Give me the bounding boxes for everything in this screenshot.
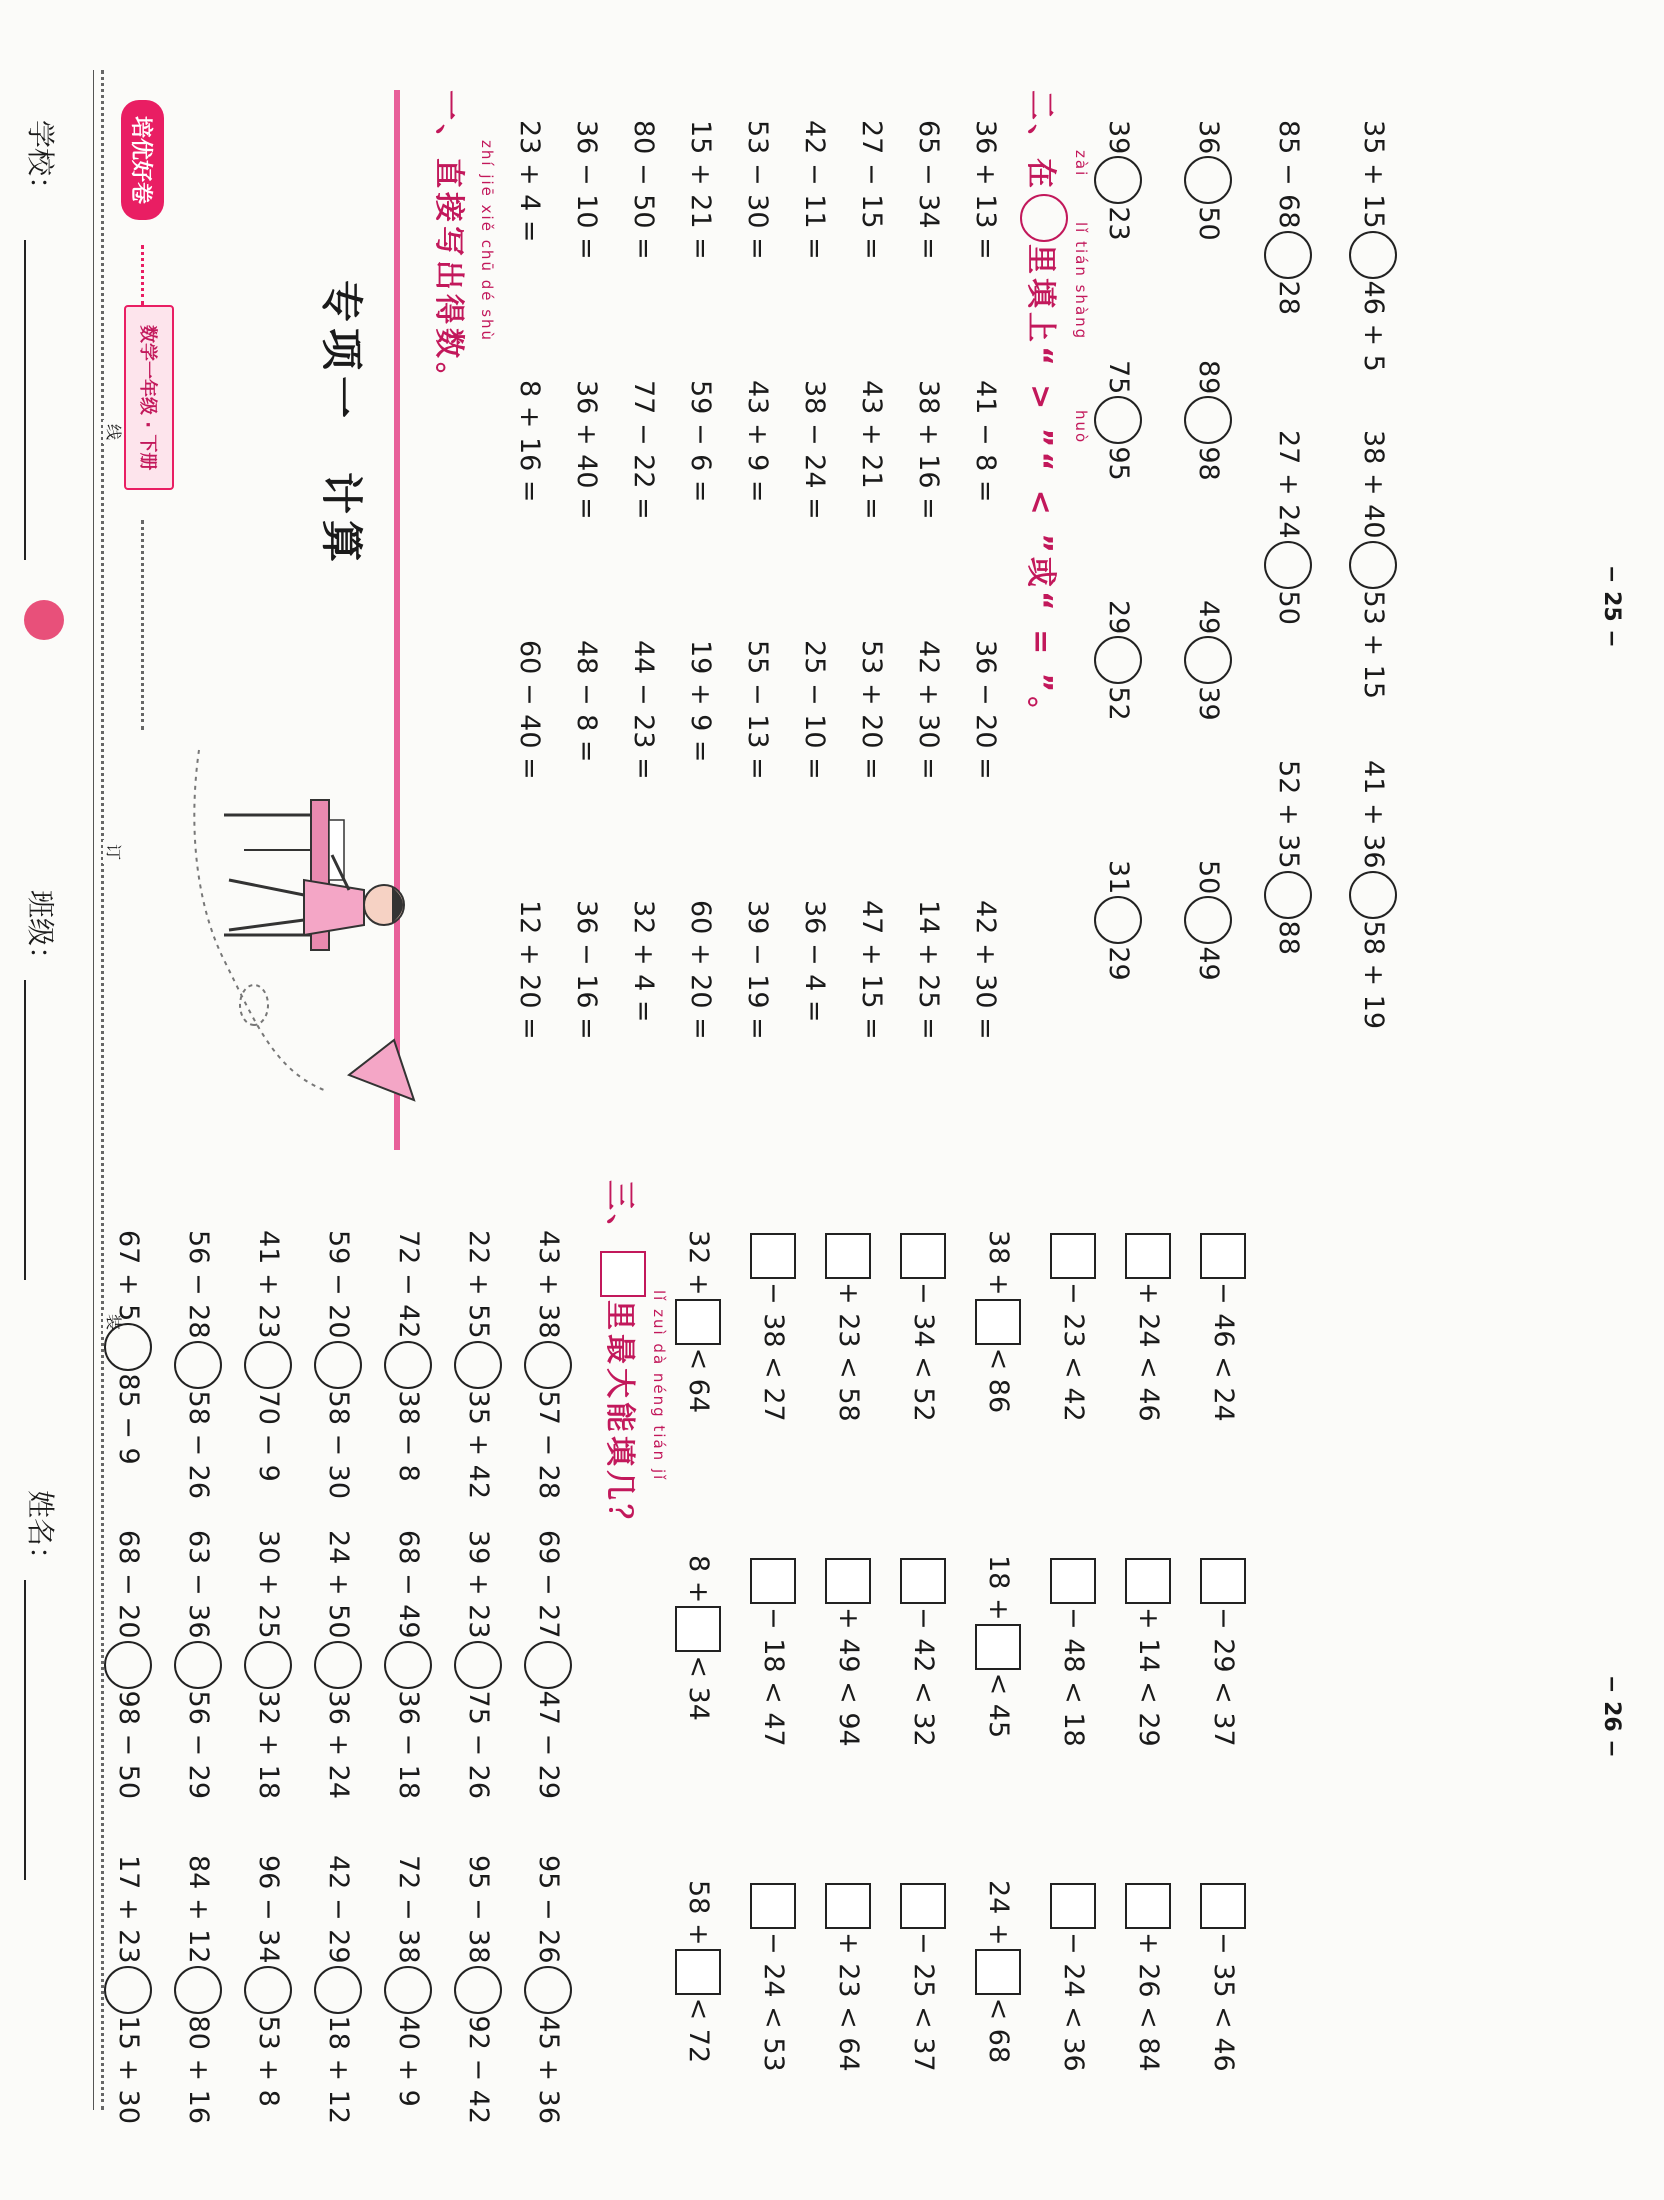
comparison-item <box>1092 600 1144 721</box>
compare-right: 23 <box>1103 206 1134 241</box>
compare-left: 39 + 23 <box>463 1530 494 1639</box>
calc-problem: 43 + 9 = <box>742 380 773 503</box>
fill-right: − 29 < 37 <box>1208 1607 1239 1747</box>
series-badge: 培优好卷 <box>121 100 164 220</box>
compare-right: 46 + 5 <box>1358 280 1389 372</box>
compare-left: 31 <box>1103 860 1134 895</box>
compare-right: 18 + 12 <box>323 2015 354 2125</box>
compare-left: 30 + 25 <box>253 1530 284 1639</box>
compare-right: 28 <box>1273 280 1304 315</box>
compare-right: 53 + 15 <box>1358 590 1389 700</box>
comparison-item <box>452 1230 504 1499</box>
answer-circle[interactable] <box>1184 156 1232 204</box>
answer-box[interactable] <box>825 1233 871 1279</box>
answer-box[interactable] <box>1050 1233 1096 1279</box>
compare-left: 27 + 24 <box>1273 430 1304 539</box>
fill-right: − 24 < 53 <box>758 1932 789 2072</box>
calc-problem: 42 − 11 = <box>799 120 830 260</box>
fill-in-item <box>1197 1230 1249 1422</box>
answer-circle[interactable] <box>1094 636 1142 684</box>
fill-in-item <box>822 1880 874 2072</box>
fill-in-item <box>822 1230 874 1422</box>
compare-right: 58 − 26 <box>183 1390 214 1500</box>
fill-right: + 14 < 29 <box>1133 1607 1164 1747</box>
page-number-right: − 26 − <box>1599 1675 1624 1758</box>
calc-problem: 65 − 34 = <box>913 120 944 260</box>
answer-circle[interactable] <box>1184 896 1232 944</box>
class-label: 班级： <box>24 890 57 975</box>
fill-in-item <box>1122 1230 1174 1422</box>
compare-left: 43 + 38 <box>533 1230 564 1339</box>
fill-in-item <box>1047 1230 1099 1422</box>
comparison-item <box>102 1230 154 1465</box>
calc-problem: 47 + 15 = <box>856 900 887 1040</box>
compare-left: 22 + 55 <box>463 1230 494 1339</box>
answer-box[interactable] <box>1050 1883 1096 1929</box>
comparison-item <box>1182 120 1234 241</box>
comparison-item <box>1092 360 1144 481</box>
compare-left: 69 − 27 <box>533 1530 564 1639</box>
answer-circle[interactable] <box>314 1966 362 2014</box>
calc-problem: 48 − 8 = <box>571 640 602 763</box>
binding-line-solid <box>93 70 94 2110</box>
fill-in-item <box>1197 1880 1249 2072</box>
compare-right: 45 + 36 <box>533 2015 564 2125</box>
comparison-item <box>522 1230 574 1499</box>
compare-right: 47 − 29 <box>533 1690 564 1800</box>
answer-box[interactable] <box>1200 1233 1246 1279</box>
answer-box[interactable] <box>750 1558 796 1604</box>
compare-left: 67 + 5 <box>113 1230 144 1322</box>
compare-left: 29 <box>1103 600 1134 635</box>
section-1-heading <box>430 90 474 396</box>
compare-left: 59 − 20 <box>323 1230 354 1339</box>
answer-circle[interactable] <box>454 1966 502 2014</box>
answer-circle[interactable] <box>384 1341 432 1389</box>
section-2-title-a: 里填上 <box>1023 244 1058 346</box>
section-3-heading <box>600 1180 646 1538</box>
comparison-item <box>1092 860 1144 981</box>
compare-left: 89 <box>1193 360 1224 395</box>
answer-circle[interactable] <box>314 1341 362 1389</box>
answer-circle[interactable] <box>314 1641 362 1689</box>
answer-box[interactable] <box>750 1233 796 1279</box>
calc-problem: 25 − 10 = <box>799 640 830 780</box>
compare-left: 42 − 29 <box>323 1855 354 1964</box>
calc-problem: 42 + 30 = <box>913 640 944 780</box>
answer-circle[interactable] <box>1264 231 1312 279</box>
calc-problem: 12 + 20 = <box>514 900 545 1040</box>
answer-circle[interactable] <box>1264 871 1312 919</box>
calc-problem: 60 − 40 = <box>514 640 545 780</box>
answer-box[interactable] <box>675 1949 721 1995</box>
fill-in-item <box>1122 1555 1174 1747</box>
compare-right: 52 <box>1103 686 1134 721</box>
section-2-heading <box>1020 90 1068 730</box>
calc-problem: 36 − 16 = <box>571 900 602 1040</box>
fill-in-item <box>672 1555 724 1721</box>
fill-left: 38 + <box>983 1230 1014 1296</box>
answer-box[interactable] <box>1050 1558 1096 1604</box>
fill-in-item <box>672 1880 724 2063</box>
section-3-pinyin: lǐ zuì dà néng tián jǐ <box>650 1290 668 1482</box>
compare-left: 52 + 35 <box>1273 760 1304 869</box>
calc-problem: 36 − 20 = <box>970 640 1001 780</box>
answer-box[interactable] <box>1200 1558 1246 1604</box>
fill-right: − 48 < 18 <box>1058 1607 1089 1747</box>
compare-right: 80 + 16 <box>183 2015 214 2125</box>
answer-circle[interactable] <box>454 1341 502 1389</box>
comparison-item <box>242 1855 294 2107</box>
answer-box[interactable] <box>1125 1883 1171 1929</box>
fill-right: − 34 < 52 <box>908 1282 939 1422</box>
school-field[interactable] <box>24 240 26 560</box>
fill-in-item <box>747 1555 799 1747</box>
answer-circle[interactable] <box>1264 541 1312 589</box>
compare-left: 84 + 12 <box>183 1855 214 1964</box>
binding-mark-ding: 订 <box>103 840 126 864</box>
fill-right: < 86 <box>983 1347 1014 1414</box>
compare-left: 95 − 26 <box>533 1855 564 1964</box>
binding-line <box>101 70 104 2110</box>
answer-box[interactable] <box>825 1558 871 1604</box>
fill-in-item <box>747 1880 799 2072</box>
answer-box[interactable] <box>900 1883 946 1929</box>
badge-dots <box>141 245 144 305</box>
comparison-item <box>1262 430 1314 625</box>
calc-problem: 14 + 25 = <box>913 900 944 1040</box>
answer-circle[interactable] <box>1349 541 1397 589</box>
fill-right: − 42 < 32 <box>908 1607 939 1747</box>
section-2-prefix: 二、在 <box>1023 90 1058 192</box>
compare-left: 95 − 38 <box>463 1855 494 1964</box>
comparison-item <box>1092 120 1144 241</box>
comparison-item <box>242 1530 294 1799</box>
section-2-pinyin-b: lǐ tián shàng <box>1072 222 1090 341</box>
compare-right: 70 − 9 <box>253 1390 284 1482</box>
calc-problem: 32 + 4 = <box>628 900 659 1023</box>
calc-problem: 36 − 4 = <box>799 900 830 1023</box>
compare-left: 75 <box>1103 360 1134 395</box>
calc-problem: 80 − 50 = <box>628 120 659 260</box>
calc-problem: 39 − 19 = <box>742 900 773 1040</box>
fill-left: 32 + <box>683 1230 714 1296</box>
section-2-title-b: “ > ”“ < ”或“ = ”。 <box>1023 346 1058 731</box>
answer-circle[interactable] <box>524 1966 572 2014</box>
fill-in-item <box>972 1880 1024 2063</box>
unit-title: 专项一 计算 <box>317 280 366 569</box>
calc-problem: 36 + 13 = <box>970 120 1001 260</box>
comparison-item <box>1347 430 1399 699</box>
compare-right: 40 + 9 <box>393 2015 424 2107</box>
compare-left: 50 <box>1193 860 1224 895</box>
comparison-item <box>102 1855 154 2124</box>
fill-right: + 23 < 58 <box>833 1282 864 1422</box>
fill-in-item <box>972 1230 1024 1413</box>
answer-circle[interactable] <box>1349 871 1397 919</box>
calc-problem: 42 + 30 = <box>970 900 1001 1040</box>
fill-in-item <box>1122 1880 1174 2072</box>
answer-box[interactable] <box>750 1883 796 1929</box>
compare-right: 56 − 29 <box>183 1690 214 1800</box>
answer-circle[interactable] <box>1184 636 1232 684</box>
fill-in-item <box>897 1880 949 2072</box>
compare-right: 50 <box>1193 206 1224 241</box>
compare-left: 63 − 36 <box>183 1530 214 1639</box>
fill-right: − 46 < 24 <box>1208 1282 1239 1422</box>
answer-circle[interactable] <box>1184 396 1232 444</box>
fill-in-item <box>747 1230 799 1422</box>
compare-left: 56 − 28 <box>183 1230 214 1339</box>
fill-right: < 68 <box>983 1997 1014 2064</box>
school-label: 学校： <box>24 120 57 205</box>
compare-right: 95 <box>1103 446 1134 481</box>
section-1-pinyin: zhí jiē xiě chū dé shù <box>478 140 496 343</box>
comparison-item <box>382 1855 434 2107</box>
section-2-pinyin-a: zài <box>1072 150 1090 178</box>
comparison-item <box>522 1855 574 2124</box>
fill-right: − 18 < 47 <box>758 1607 789 1747</box>
comparison-item <box>1347 760 1399 1029</box>
calc-problem: 53 + 20 = <box>856 640 887 780</box>
answer-box[interactable] <box>975 1624 1021 1670</box>
fill-right: − 24 < 36 <box>1058 1932 1089 2072</box>
compare-right: 50 <box>1273 590 1304 625</box>
compare-right: 32 + 18 <box>253 1690 284 1800</box>
calc-problem: 23 + 4 = <box>514 120 545 243</box>
fill-right: + 26 < 84 <box>1133 1932 1164 2072</box>
calc-problem: 15 + 21 = <box>685 120 716 260</box>
tag-dots <box>141 520 144 730</box>
answer-circle[interactable] <box>524 1641 572 1689</box>
answer-box[interactable] <box>900 1233 946 1279</box>
section-1-prefix: 一、 <box>431 90 466 158</box>
compare-right: 39 <box>1193 686 1224 721</box>
calc-problem: 77 − 22 = <box>628 380 659 520</box>
compare-right: 58 + 19 <box>1358 920 1389 1030</box>
comparison-item <box>172 1230 224 1499</box>
answer-box[interactable] <box>1200 1883 1246 1929</box>
binding-mark-xian: 线 <box>103 420 126 444</box>
comparison-item <box>312 1230 364 1499</box>
compare-left: 36 <box>1193 120 1224 155</box>
compare-left: 85 − 68 <box>1273 120 1304 229</box>
comparison-item <box>1347 120 1399 372</box>
answer-box[interactable] <box>675 1299 721 1345</box>
fill-left: 24 + <box>983 1880 1014 1946</box>
compare-right: 29 <box>1103 946 1134 981</box>
answer-circle[interactable] <box>174 1641 222 1689</box>
comparison-item <box>312 1530 364 1799</box>
compare-right: 35 + 42 <box>463 1390 494 1500</box>
section-1-title: 直接写出得数。 <box>431 158 466 396</box>
comparison-item <box>1262 760 1314 955</box>
calc-problem: 41 − 8 = <box>970 380 1001 503</box>
calc-problem: 27 − 15 = <box>856 120 887 260</box>
answer-circle[interactable] <box>1094 156 1142 204</box>
answer-circle[interactable] <box>244 1966 292 2014</box>
compare-right: 92 − 42 <box>463 2015 494 2125</box>
comparison-item <box>452 1530 504 1799</box>
fill-right: < 34 <box>683 1655 714 1721</box>
fill-in-item <box>1047 1880 1099 2072</box>
fill-left: 8 + <box>683 1555 714 1604</box>
fill-right: − 38 < 27 <box>758 1282 789 1422</box>
comparison-item <box>1182 360 1234 481</box>
compare-right: 75 − 26 <box>463 1690 494 1800</box>
calc-problem: 38 + 16 = <box>913 380 944 520</box>
compare-left: 96 − 34 <box>253 1855 284 1964</box>
compare-left: 41 + 36 <box>1358 760 1389 869</box>
fill-in-item <box>897 1230 949 1422</box>
answer-box[interactable] <box>675 1606 721 1652</box>
compare-left: 72 − 42 <box>393 1230 424 1339</box>
compare-right: 98 − 50 <box>113 1690 144 1800</box>
fill-in-item <box>822 1555 874 1747</box>
answer-circle[interactable] <box>454 1641 502 1689</box>
comparison-item <box>1182 860 1234 981</box>
answer-circle[interactable] <box>174 1341 222 1389</box>
answer-circle[interactable] <box>104 1966 152 2014</box>
fill-right: + 24 < 46 <box>1133 1282 1164 1422</box>
compare-right: 53 + 8 <box>253 2015 284 2107</box>
comparison-item <box>172 1855 224 2124</box>
answer-circle[interactable] <box>1094 896 1142 944</box>
calc-problem: 43 + 21 = <box>856 380 887 520</box>
page-number-left: − 25 − <box>1599 565 1624 648</box>
example-circle <box>1020 194 1068 242</box>
compare-left: 17 + 23 <box>113 1855 144 1964</box>
comparison-item <box>522 1530 574 1799</box>
answer-circle[interactable] <box>384 1641 432 1689</box>
compare-right: 85 − 9 <box>113 1373 144 1465</box>
calc-problem: 55 − 13 = <box>742 640 773 780</box>
calc-problem: 38 − 24 = <box>799 380 830 520</box>
compare-right: 88 <box>1273 920 1304 955</box>
header-bar <box>0 0 84 2200</box>
calc-problem: 60 + 20 = <box>685 900 716 1040</box>
compare-right: 49 <box>1193 946 1224 981</box>
comparison-item <box>1182 600 1234 721</box>
fill-left: 18 + <box>983 1555 1014 1621</box>
answer-box[interactable] <box>975 1299 1021 1345</box>
section-2-pinyin-c: huò <box>1072 410 1090 445</box>
answer-circle[interactable] <box>524 1341 572 1389</box>
compare-left: 39 <box>1103 120 1134 155</box>
compare-left: 41 + 23 <box>253 1230 284 1339</box>
fill-in-item <box>672 1230 724 1413</box>
pink-dot <box>24 600 64 640</box>
comparison-item <box>312 1855 364 2124</box>
answer-circle[interactable] <box>1349 231 1397 279</box>
section-3-title: 里最大能填几？ <box>602 1300 637 1538</box>
compare-left: 35 + 15 <box>1358 120 1389 229</box>
fill-right: − 23 < 42 <box>1058 1282 1089 1422</box>
name-field[interactable] <box>24 1580 26 1880</box>
answer-circle[interactable] <box>244 1641 292 1689</box>
comparison-item <box>242 1230 294 1482</box>
compare-left: 68 − 49 <box>393 1530 424 1639</box>
compare-right: 36 + 24 <box>323 1690 354 1800</box>
fill-right: − 25 < 37 <box>908 1932 939 2072</box>
student-at-desk-illustration <box>184 740 424 1120</box>
calc-problem: 44 − 23 = <box>628 640 659 780</box>
fill-right: < 72 <box>683 1997 714 2064</box>
section-3-prefix: 三、 <box>602 1180 637 1248</box>
answer-box[interactable] <box>900 1558 946 1604</box>
compare-left: 24 + 50 <box>323 1530 354 1639</box>
answer-box[interactable] <box>975 1949 1021 1995</box>
answer-circle[interactable] <box>174 1966 222 2014</box>
compare-left: 38 + 40 <box>1358 430 1389 539</box>
compare-right: 98 <box>1193 446 1224 481</box>
answer-box[interactable] <box>1125 1558 1171 1604</box>
compare-right: 36 − 18 <box>393 1690 424 1800</box>
answer-circle[interactable] <box>104 1641 152 1689</box>
fill-in-item <box>1197 1555 1249 1747</box>
fill-right: < 64 <box>683 1347 714 1414</box>
fill-in-item <box>897 1555 949 1747</box>
compare-left: 72 − 38 <box>393 1855 424 1964</box>
comparison-item <box>102 1530 154 1799</box>
compare-right: 15 + 30 <box>113 2015 144 2125</box>
binding-mark-zhuang: 装 <box>103 1310 126 1334</box>
fill-in-item <box>972 1555 1024 1738</box>
example-box <box>600 1251 646 1297</box>
calc-problem: 8 + 16 = <box>514 380 545 503</box>
calc-problem: 19 + 9 = <box>685 640 716 763</box>
comparison-item <box>172 1530 224 1799</box>
answer-box[interactable] <box>825 1883 871 1929</box>
comparison-item <box>452 1855 504 2124</box>
answer-circle[interactable] <box>104 1323 152 1371</box>
compare-left: 49 <box>1193 600 1224 635</box>
answer-circle[interactable] <box>244 1341 292 1389</box>
compare-right: 57 − 28 <box>533 1390 564 1500</box>
calc-problem: 59 − 6 = <box>685 380 716 503</box>
fill-in-item <box>1047 1555 1099 1747</box>
name-label: 姓名： <box>24 1490 57 1575</box>
comparison-item <box>382 1530 434 1799</box>
fill-right: + 23 < 64 <box>833 1932 864 2072</box>
answer-circle[interactable] <box>1094 396 1142 444</box>
comparison-item <box>1262 120 1314 315</box>
class-field[interactable] <box>24 980 26 1280</box>
fill-right: + 49 < 94 <box>833 1607 864 1747</box>
calc-problem: 53 − 30 = <box>742 120 773 260</box>
calc-problem: 36 − 10 = <box>571 120 602 260</box>
compare-left: 68 − 20 <box>113 1530 144 1639</box>
answer-circle[interactable] <box>384 1966 432 2014</box>
fill-right: − 35 < 46 <box>1208 1932 1239 2072</box>
fill-left: 58 + <box>683 1880 714 1946</box>
calc-problem: 36 + 40 = <box>571 380 602 520</box>
compare-right: 38 − 8 <box>393 1390 424 1482</box>
comparison-item <box>382 1230 434 1482</box>
fill-right: < 45 <box>983 1672 1014 1739</box>
answer-box[interactable] <box>1125 1233 1171 1279</box>
book-tag: 数学一年级 · 下册 <box>124 305 174 490</box>
compare-right: 58 − 30 <box>323 1390 354 1500</box>
